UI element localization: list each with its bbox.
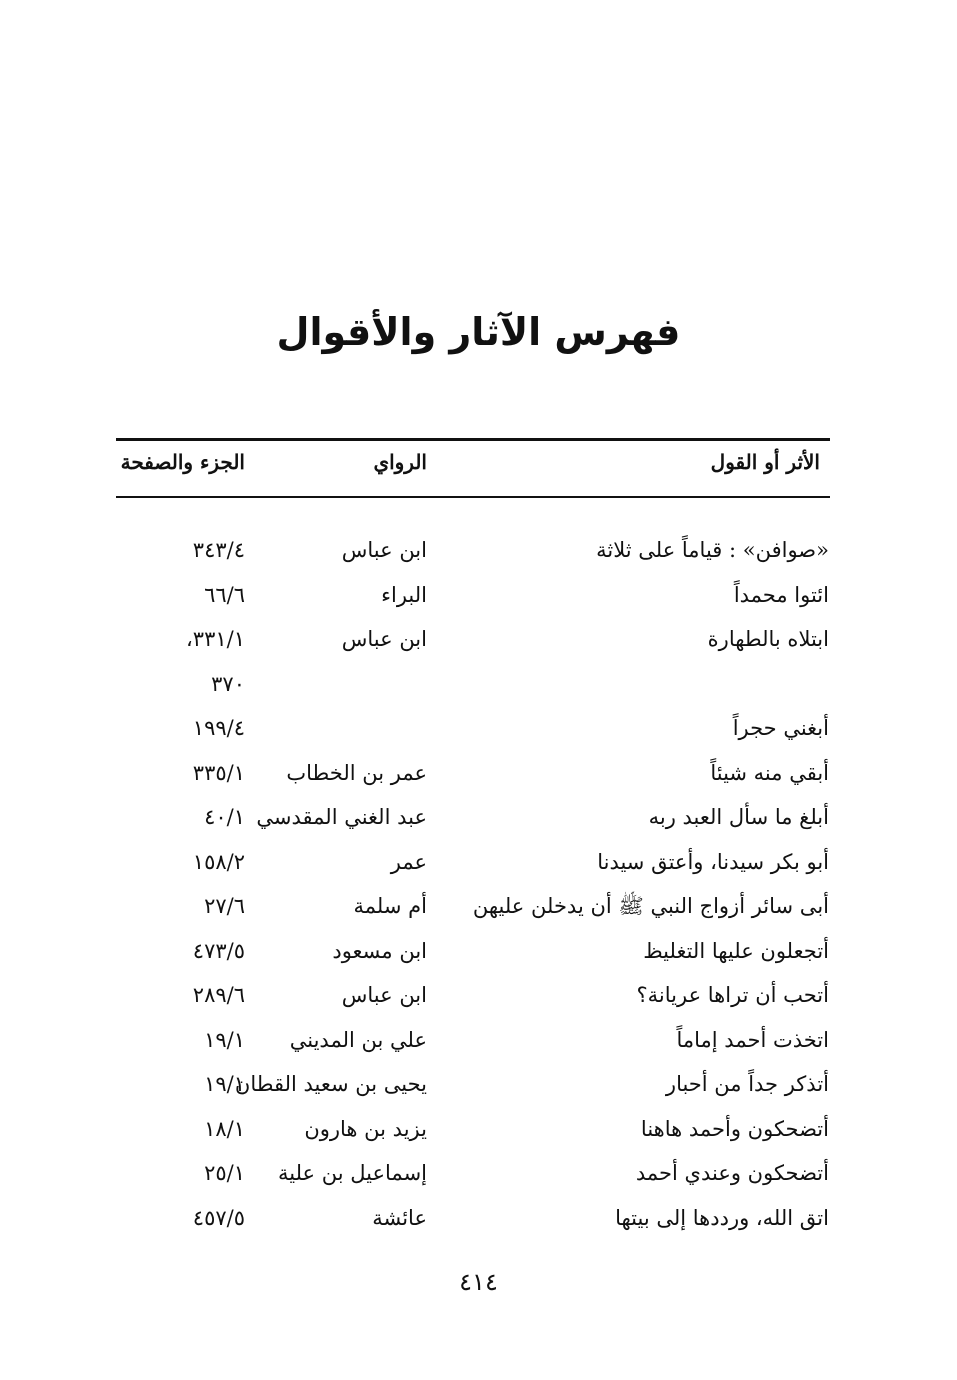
table-row: [0, 840, 957, 885]
row-ref: ١٩/١: [204, 1027, 245, 1052]
row-narrator: البراء: [381, 582, 427, 607]
row-text: اتخذت أحمد إماماً: [676, 1027, 829, 1052]
row-text: «صوافن» : قياماً على ثلاثة: [596, 538, 829, 562]
row-text: أتذكر جداً من أحبار: [665, 1072, 829, 1096]
row-narrator: عبد الغني المقدسي: [256, 805, 427, 829]
row-text: أتضحكون وأحمد هاهنا: [640, 1116, 829, 1141]
row-text: أتجعلون عليها التغليظ: [643, 938, 829, 963]
table-row: [0, 706, 957, 751]
row-ref: ٣٣٥/١: [192, 760, 245, 785]
row-ref: ٣٤٣/٤: [192, 538, 245, 562]
row-narrator: ابن عباس: [341, 627, 427, 651]
header-narrator: الرواي: [373, 450, 427, 474]
table-row: [0, 573, 957, 618]
row-text: أبو بكر سيدنا، وأعتق سيدنا: [597, 849, 829, 874]
row-narrator: يحيى بن سعيد القطان: [234, 1072, 427, 1096]
table-row: [0, 795, 957, 840]
table-row: [0, 662, 957, 707]
row-ref: ٢٨٩/٦: [192, 983, 245, 1007]
index-table: [0, 528, 957, 1240]
table-row: [0, 929, 957, 974]
table-row: [0, 1062, 957, 1107]
row-narrator: عمر: [390, 849, 427, 874]
row-ref: ٦٦/٦: [204, 582, 245, 607]
page-title: فهرس الآثار والأقوال: [276, 310, 681, 354]
table-row: [0, 1151, 957, 1196]
header-text: الأثر أو القول: [710, 450, 820, 474]
row-text: أتحب أن تراها عريانة؟: [636, 983, 829, 1007]
row-ref: ٤٠/١: [204, 805, 245, 829]
row-ref: ٣٣١/١،: [186, 627, 245, 651]
table-top-rule: [116, 438, 830, 441]
row-ref: ٢٧/٦: [204, 894, 245, 918]
row-ref: ١٥٨/٢: [192, 849, 245, 874]
table-row: [0, 528, 957, 573]
table-row: [0, 884, 957, 929]
row-ref: ١٩/١: [204, 1072, 245, 1096]
table-row: [0, 751, 957, 796]
row-text: أتضحكون وعندي أحمد: [635, 1161, 829, 1185]
row-narrator: يزيد بن هارون: [304, 1116, 427, 1141]
table-header-rule: [116, 496, 830, 498]
row-ref: ٤٧٣/٥: [192, 938, 245, 963]
row-text: اتق الله، ورددها إلى بيتها: [615, 1205, 829, 1230]
row-narrator: ابن عباس: [341, 538, 427, 562]
row-narrator: علي بن المديني: [289, 1027, 427, 1052]
table-row: [0, 1018, 957, 1063]
row-narrator: عائشة: [372, 1205, 427, 1230]
row-ref: ٤٥٧/٥: [192, 1205, 245, 1230]
table-row: [0, 973, 957, 1018]
row-narrator: أم سلمة: [353, 894, 427, 918]
row-narrator: ابن مسعود: [332, 938, 427, 963]
row-text: أبى سائر أزواج النبي ﷺ أن يدخلن عليهن: [472, 894, 829, 918]
row-ref: ١٨/١: [204, 1116, 245, 1141]
row-ref: ٢٥/١: [204, 1161, 245, 1185]
row-text: ابتلاه بالطهارة: [707, 627, 829, 651]
header-ref: الجزء والصفحة: [120, 450, 245, 474]
table-row: [0, 617, 957, 662]
row-ref: ١٩٩/٤: [192, 716, 245, 740]
row-narrator: عمر بن الخطاب: [286, 760, 427, 785]
table-row: [0, 1107, 957, 1152]
row-text: أبغني حجراً: [732, 716, 829, 740]
row-ref: ٣٧٠: [211, 671, 245, 696]
row-text: أبلغ ما سأل العبد ربه: [648, 805, 829, 829]
row-text: ائتوا محمداً: [733, 582, 829, 607]
table-row: [0, 1196, 957, 1241]
row-narrator: إسماعيل بن علية: [278, 1161, 427, 1185]
page-number: ٤١٤: [459, 1268, 498, 1296]
row-text: أبقي منه شيئاً: [710, 760, 829, 785]
row-narrator: ابن عباس: [341, 983, 427, 1007]
